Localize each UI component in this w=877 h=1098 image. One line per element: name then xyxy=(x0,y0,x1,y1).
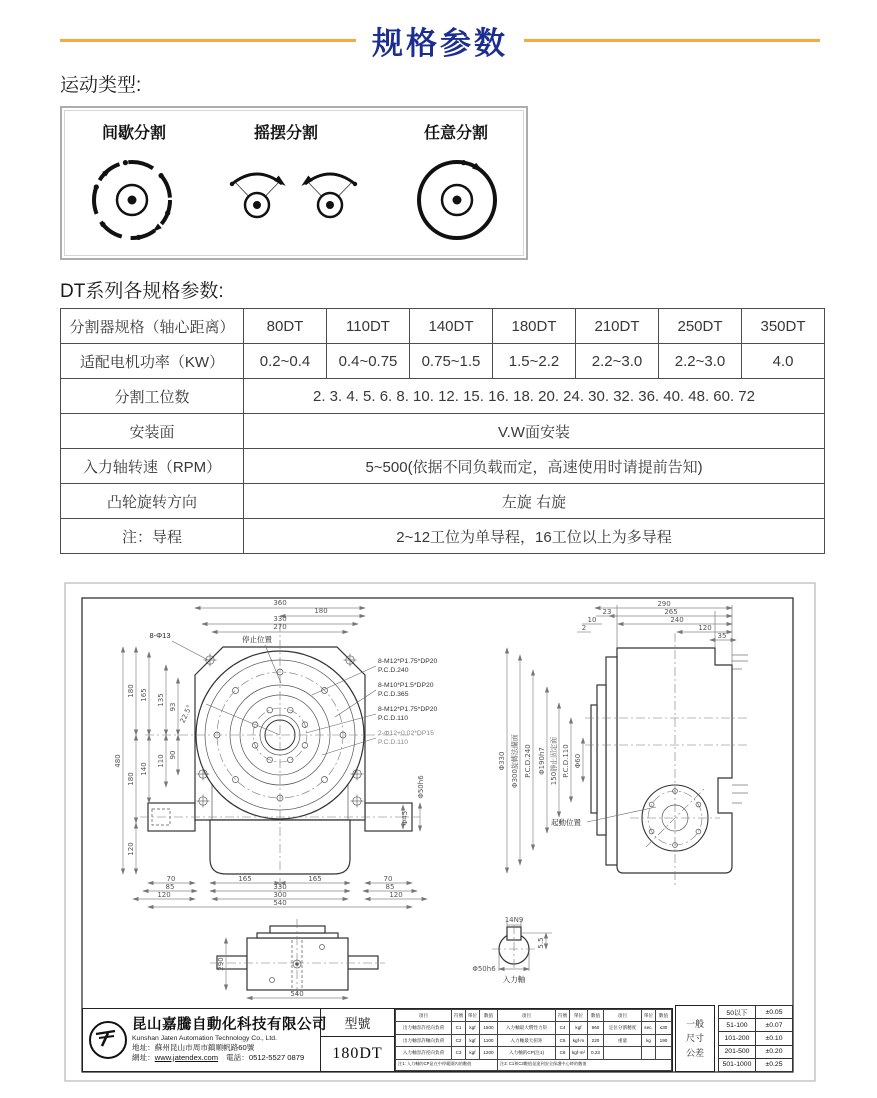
tolerance-range: 50以下 xyxy=(719,1006,756,1019)
page-header xyxy=(60,18,820,63)
company-name-cn: 昆山嘉騰自動化科技有限公司 xyxy=(132,1017,327,1034)
row-label: 入力轴转速（RPM） xyxy=(61,449,244,484)
tolerance-range: 201-500 xyxy=(719,1045,756,1058)
load-cell: 1500 xyxy=(480,1022,498,1034)
dim-label: 22.5° xyxy=(178,703,194,725)
dim-label: 120 xyxy=(389,891,403,899)
load-header: 項目 xyxy=(604,1010,642,1022)
hole-callout: 8-Φ13 xyxy=(149,631,171,640)
load-header: 單位 xyxy=(642,1010,656,1022)
tolerance-range: 51-100 xyxy=(719,1019,756,1032)
side-view xyxy=(585,633,750,887)
load-header: 項目 xyxy=(498,1010,556,1022)
tolerance-value: ±0.20 xyxy=(756,1045,793,1058)
row-label: 分割工位数 xyxy=(61,379,244,414)
dim-label: 35 xyxy=(717,632,727,640)
dim-label: 540 xyxy=(273,899,287,907)
technical-drawing xyxy=(60,575,820,1090)
load-cell: 出力軸容許軸向負荷 xyxy=(396,1034,452,1046)
tolerance-title: 一般尺寸公差 xyxy=(685,1018,704,1058)
dim-label: 480 xyxy=(114,754,122,768)
load-cell: 入力軸最大扭矩 xyxy=(498,1034,556,1046)
load-cell: C4 xyxy=(556,1022,570,1034)
load-cell: 出力軸容許徑向負荷 xyxy=(396,1022,452,1034)
dim-label: Φ50h6 xyxy=(472,965,496,973)
tolerance-range: 501-1000 xyxy=(719,1058,756,1071)
spec-cell: 4.0 xyxy=(742,344,825,379)
row-label: 适配电机功率（KW） xyxy=(61,344,244,379)
thread-callout: 8-M12*P1.75*DP20 xyxy=(378,706,438,713)
load-cell: 220 xyxy=(588,1034,604,1046)
model-value: 180DT xyxy=(332,1045,383,1062)
tolerance-value: ±0.07 xyxy=(756,1019,793,1032)
input-shaft-label: 入力軸 xyxy=(502,975,526,984)
company-block xyxy=(83,1009,327,1071)
tolerance-range: 101-200 xyxy=(719,1032,756,1045)
load-header: 符號 xyxy=(452,1010,466,1022)
dim-label: Φ45 xyxy=(401,810,409,826)
start-position-label: 起動位置 xyxy=(551,818,581,827)
company-address: 地址：蘇州昆山市周市鎮順帆路60號 xyxy=(132,1042,255,1052)
load-cell: C2 xyxy=(452,1034,466,1046)
motion-type-box xyxy=(60,106,528,260)
dim-label: 330 xyxy=(273,615,287,623)
tolerance-table xyxy=(718,1005,793,1072)
load-cell xyxy=(656,1047,672,1059)
website-link[interactable]: www.jatendex.com xyxy=(154,1052,219,1062)
thread-callout: P.C.D.110 xyxy=(378,715,408,722)
dim-label: Φ60 xyxy=(574,753,582,769)
load-cell: 重量 xyxy=(604,1034,642,1046)
dim-label: 330 xyxy=(273,883,287,891)
thread-callout: P.C.D.110 xyxy=(378,739,408,746)
load-cell: 入力軸的CP(注1) xyxy=(498,1047,556,1059)
spec-cell: 0.75~1.5 xyxy=(410,344,493,379)
row-label: 分割器规格（轴心距离） xyxy=(61,309,244,344)
stop-position-label: 停止位置 xyxy=(242,635,272,644)
load-cell: kgf xyxy=(570,1022,588,1034)
header-rule-right xyxy=(524,39,820,42)
dim-label: 5.5 xyxy=(537,937,545,949)
dim-label: 85 xyxy=(165,883,175,891)
load-spec-table xyxy=(395,1009,672,1071)
arbitrary-index-diagram xyxy=(419,160,495,238)
spec-cell: 0.4~0.75 xyxy=(327,344,410,379)
dim-label: 10 xyxy=(587,616,597,624)
dim-label: 93 xyxy=(169,702,177,712)
load-cell: ≤30 xyxy=(656,1022,672,1034)
dim-label: 290 xyxy=(217,957,225,971)
spec-cell: 2.2~3.0 xyxy=(659,344,742,379)
dim-label: 165 xyxy=(308,875,322,883)
load-header: 項目 xyxy=(396,1010,452,1022)
dim-label: 540 xyxy=(290,990,304,998)
motion-diagrams xyxy=(62,108,526,257)
load-note: 注2: C1和C3數值是達到安全保護中心時的數值 xyxy=(498,1059,672,1071)
dim-label: 290 xyxy=(657,600,671,608)
thread-callout: 8-M10*P1.5*DP20 xyxy=(378,682,434,689)
load-cell: 入力軸容許徑向負荷 xyxy=(396,1047,452,1059)
website-label: 網址： xyxy=(132,1052,155,1062)
spec-cell: 110DT xyxy=(327,309,410,344)
spec-section-label: DT系列各规格参数: xyxy=(60,281,224,302)
load-cell: sec. xyxy=(642,1022,656,1034)
load-cell: C1 xyxy=(452,1022,466,1034)
load-header: 數值 xyxy=(656,1010,672,1022)
load-spec-block xyxy=(395,1009,672,1071)
load-cell xyxy=(642,1047,656,1059)
dim-label: 120 xyxy=(698,624,712,632)
spec-cell: 80DT xyxy=(244,309,327,344)
spec-cell: 0.2~0.4 xyxy=(244,344,327,379)
load-cell: C5 xyxy=(556,1034,570,1046)
dim-label: 165 xyxy=(238,875,252,883)
table-row xyxy=(61,519,825,554)
input-shaft-detail xyxy=(472,916,552,984)
model-block xyxy=(321,1009,395,1071)
dim-label: 180 xyxy=(127,684,135,698)
row-label: 凸轮旋转方向 xyxy=(61,484,244,519)
load-cell: kgf xyxy=(466,1034,480,1046)
dim-label: 180 xyxy=(127,772,135,786)
load-cell: kgf·m xyxy=(570,1034,588,1046)
spec-cell: 210DT xyxy=(576,309,659,344)
thread-callout: P.C.D.240 xyxy=(378,667,409,674)
tolerance-value: ±0.10 xyxy=(756,1032,793,1045)
spec-cell: 5~500(依据不同负载而定，高速使用时请提前告知) xyxy=(244,449,825,484)
spec-cell: 180DT xyxy=(493,309,576,344)
spec-table xyxy=(60,308,825,554)
dim-label: 85 xyxy=(385,883,395,891)
load-cell: 1200 xyxy=(480,1047,498,1059)
dim-label: 2 xyxy=(581,624,587,632)
spec-cell: 350DT xyxy=(742,309,825,344)
dim-label: 90 xyxy=(169,750,177,760)
thread-callout: P.C.D.365 xyxy=(378,691,409,698)
tolerance-value: ±0.05 xyxy=(756,1006,793,1019)
spec-cell: 2. 3. 4. 5. 6. 8. 10. 12. 15. 16. 18. 20. 24. 30. 32. 36. 40. 48. 60. 72 xyxy=(244,379,825,414)
table-row xyxy=(61,309,825,344)
phone-number: 電話：0512-5527 0879 xyxy=(226,1052,305,1062)
dim-label: 360 xyxy=(273,599,287,607)
load-cell xyxy=(604,1047,642,1059)
dim-label: 180 xyxy=(314,607,328,615)
motion-section-label: 运动类型: xyxy=(60,75,142,96)
dim-label: 270 xyxy=(273,623,287,631)
load-cell: kgf xyxy=(466,1022,480,1034)
model-label: 型號 xyxy=(321,1009,394,1037)
load-note: 注1: 入力軸的CP是在中停範圍內的數值 xyxy=(396,1059,498,1071)
dim-label: 23 xyxy=(602,608,612,616)
dim-label: 150靜止固定面 xyxy=(550,736,558,786)
oscillating-index-diagram xyxy=(230,174,357,217)
spec-cell: 2~12工位为单导程，16工位以上为多导程 xyxy=(244,519,825,554)
tolerance-title-box xyxy=(675,1005,715,1072)
row-label: 安装面 xyxy=(61,414,244,449)
spec-cell: 250DT xyxy=(659,309,742,344)
table-row xyxy=(61,414,825,449)
dim-label: Φ50h6 xyxy=(417,775,425,799)
intermittent-index-diagram xyxy=(94,160,171,240)
dim-label: 70 xyxy=(166,875,176,883)
dim-label: P.C.D.110 xyxy=(562,744,570,778)
dim-label: 70 xyxy=(383,875,393,883)
load-cell: 入力軸最大慣性力矩 xyxy=(498,1022,556,1034)
company-contact xyxy=(132,1054,327,1062)
dim-label: 120 xyxy=(127,842,135,856)
dim-label: P.C.D.240 xyxy=(524,744,532,778)
dim-label: 14N9 xyxy=(504,916,524,924)
load-header: 單位 xyxy=(466,1010,480,1022)
spec-cell: V.W面安装 xyxy=(244,414,825,449)
load-cell: 定位分割精度 xyxy=(604,1022,642,1034)
spec-cell: 2.2~3.0 xyxy=(576,344,659,379)
bottom-view xyxy=(210,919,385,998)
thread-callout: 8-M12*P1.75*DP20 xyxy=(378,658,438,665)
company-name-en: Kunshan Jaten Automation Technology Co., Ltd. xyxy=(132,1034,277,1042)
dim-label: Φ330 xyxy=(498,751,506,771)
spec-cell: 1.5~2.2 xyxy=(493,344,576,379)
motion-type-label: 摇摆分割 xyxy=(253,125,319,142)
spec-cell: 140DT xyxy=(410,309,493,344)
load-cell: kgf·m² xyxy=(570,1047,588,1059)
dim-label: 120 xyxy=(157,891,171,899)
dim-label: Φ190h7 xyxy=(538,747,546,775)
dim-label: 265 xyxy=(664,608,678,616)
table-row xyxy=(61,449,825,484)
motion-type-label: 间歇分割 xyxy=(101,125,167,142)
load-cell: C6 xyxy=(556,1047,570,1059)
table-row xyxy=(61,484,825,519)
load-header: 單位 xyxy=(570,1010,588,1022)
header-rule-left xyxy=(60,39,356,42)
dim-label: 300 xyxy=(273,891,287,899)
company-logo-icon xyxy=(89,1021,127,1059)
dim-label: 240 xyxy=(670,616,684,624)
load-header: 符號 xyxy=(556,1010,570,1022)
load-header: 數值 xyxy=(588,1010,604,1022)
table-row xyxy=(61,344,825,379)
company-text xyxy=(132,1018,327,1061)
spec-cell: 左旋 右旋 xyxy=(244,484,825,519)
table-row xyxy=(61,379,825,414)
load-cell: 190 xyxy=(656,1034,672,1046)
load-cell: kg xyxy=(642,1034,656,1046)
tolerance-value: ±0.25 xyxy=(756,1058,793,1071)
page-title: 规格参数 xyxy=(372,26,508,61)
title-block xyxy=(82,1008,673,1072)
dim-label: 110 xyxy=(157,754,165,768)
load-cell: C3 xyxy=(452,1047,466,1059)
load-cell: 1100 xyxy=(480,1034,498,1046)
dim-label: 140 xyxy=(140,762,148,776)
dim-label: Φ300旋轉法蘭面 xyxy=(511,734,519,788)
dim-label: 135 xyxy=(157,693,165,707)
row-label: 注：导程 xyxy=(61,519,244,554)
motion-type-label: 任意分割 xyxy=(423,125,489,142)
load-cell: 0.23 xyxy=(588,1047,604,1059)
thread-callout: 2-Φ12+0.02*DP15 xyxy=(378,730,434,737)
load-cell: 960 xyxy=(588,1022,604,1034)
load-cell: kgf xyxy=(466,1047,480,1059)
dim-label: 165 xyxy=(140,688,148,702)
load-header: 數值 xyxy=(480,1010,498,1022)
